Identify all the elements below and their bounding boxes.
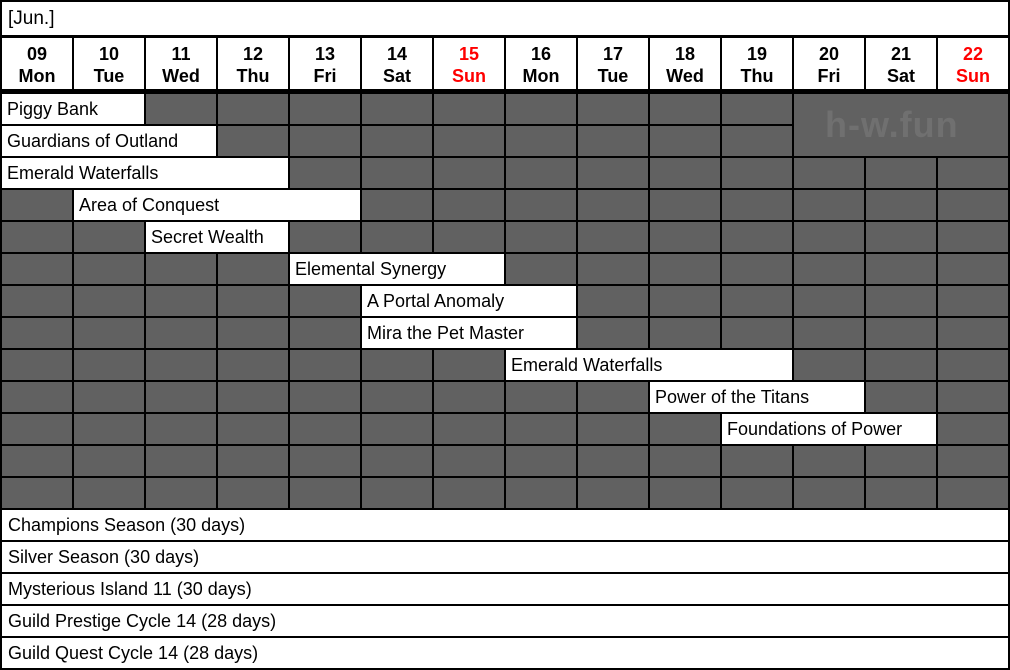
empty-cell [2, 318, 72, 348]
empty-cell [506, 126, 576, 156]
empty-cell [722, 158, 792, 188]
empty-cell [506, 414, 576, 444]
day-of-week: Tue [597, 66, 629, 86]
empty-cell [2, 446, 72, 476]
empty-cell [146, 414, 216, 444]
empty-cell [578, 286, 648, 316]
empty-cell [794, 478, 864, 508]
empty-cell [578, 94, 648, 124]
empty-cell [650, 478, 720, 508]
empty-cell [2, 286, 72, 316]
empty-cell [290, 382, 360, 412]
empty-cell [362, 190, 432, 220]
day-header [938, 38, 1008, 89]
empty-cell [146, 286, 216, 316]
empty-cell [506, 382, 576, 412]
empty-cell [722, 126, 792, 156]
empty-cell [74, 286, 144, 316]
empty-cell [722, 94, 792, 124]
day-header [794, 38, 864, 89]
day-of-week: Sat [382, 66, 411, 86]
day-header [506, 38, 576, 89]
event-bar[interactable]: Mira the Pet Master [362, 318, 576, 348]
day-header [146, 38, 216, 89]
day-of-week: Fri [313, 66, 337, 86]
day-header [434, 38, 504, 89]
empty-cell [146, 478, 216, 508]
event-bar[interactable]: Piggy Bank [2, 94, 144, 124]
empty-cell [938, 414, 1008, 444]
empty-cell [866, 254, 936, 284]
day-number: 22 [962, 44, 984, 64]
event-bar[interactable]: Elemental Synergy [290, 254, 504, 284]
day-header [866, 38, 936, 89]
empty-cell [218, 382, 288, 412]
day-of-week: Thu [740, 66, 774, 86]
season-row[interactable]: Guild Prestige Cycle 14 (28 days) [2, 606, 1008, 636]
day-number: 17 [602, 44, 624, 64]
empty-cell [794, 446, 864, 476]
empty-cell [506, 190, 576, 220]
day-number: 12 [242, 44, 264, 64]
day-number: 19 [746, 44, 768, 64]
day-of-week: Thu [236, 66, 270, 86]
day-number: 13 [314, 44, 336, 64]
empty-cell [74, 254, 144, 284]
empty-cell [146, 382, 216, 412]
day-header [578, 38, 648, 89]
empty-cell [290, 286, 360, 316]
event-bar[interactable]: Emerald Waterfalls [2, 158, 288, 188]
empty-cell [938, 318, 1008, 348]
day-number: 09 [26, 44, 48, 64]
empty-cell [434, 222, 504, 252]
day-of-week: Sun [956, 66, 990, 86]
empty-cell [290, 414, 360, 444]
empty-cell [578, 446, 648, 476]
empty-cell [362, 158, 432, 188]
empty-cell [938, 350, 1008, 380]
empty-cell [866, 222, 936, 252]
empty-cell [794, 222, 864, 252]
day-header [2, 38, 72, 89]
empty-cell [722, 318, 792, 348]
empty-cell [722, 286, 792, 316]
event-bar[interactable]: Emerald Waterfalls [506, 350, 792, 380]
empty-cell [362, 222, 432, 252]
empty-cell [218, 286, 288, 316]
empty-cell [938, 158, 1008, 188]
day-header [362, 38, 432, 89]
empty-cell [650, 318, 720, 348]
watermark: h-w.fun [825, 104, 959, 145]
event-bar[interactable]: Guardians of Outland [2, 126, 216, 156]
day-number: 21 [890, 44, 912, 64]
empty-cell [290, 350, 360, 380]
empty-cell [218, 350, 288, 380]
empty-cell [650, 222, 720, 252]
empty-cell [578, 318, 648, 348]
empty-cell [578, 222, 648, 252]
day-header [74, 38, 144, 89]
empty-cell [866, 318, 936, 348]
empty-cell [578, 414, 648, 444]
empty-cell [938, 382, 1008, 412]
empty-cell [290, 126, 360, 156]
empty-cell [506, 446, 576, 476]
empty-cell [290, 158, 360, 188]
empty-cell [362, 126, 432, 156]
day-number: 11 [171, 44, 191, 64]
day-of-week: Mon [18, 66, 56, 86]
empty-cell [506, 222, 576, 252]
empty-cell [434, 350, 504, 380]
empty-cell [362, 94, 432, 124]
empty-cell [938, 286, 1008, 316]
empty-cell [434, 190, 504, 220]
empty-cell [650, 414, 720, 444]
empty-cell [290, 446, 360, 476]
empty-cell [794, 190, 864, 220]
empty-cell [794, 318, 864, 348]
empty-cell [74, 222, 144, 252]
empty-cell [2, 382, 72, 412]
empty-cell [434, 414, 504, 444]
empty-cell [434, 94, 504, 124]
event-bar[interactable]: Area of Conquest [74, 190, 360, 220]
month-label: [Jun.] [2, 2, 1008, 35]
event-bar[interactable]: Secret Wealth [146, 222, 288, 252]
empty-cell [578, 254, 648, 284]
empty-cell [650, 94, 720, 124]
empty-cell [794, 286, 864, 316]
empty-cell [218, 254, 288, 284]
empty-cell [218, 94, 288, 124]
day-number: 15 [458, 44, 480, 64]
empty-cell [2, 350, 72, 380]
empty-cell [434, 446, 504, 476]
day-of-week: Tue [93, 66, 125, 86]
empty-cell [434, 478, 504, 508]
empty-cell [74, 414, 144, 444]
day-number: 18 [674, 44, 696, 64]
empty-cell [362, 350, 432, 380]
day-of-week: Wed [162, 66, 200, 86]
day-number: 10 [98, 44, 120, 64]
empty-cell [722, 190, 792, 220]
empty-cell [362, 414, 432, 444]
empty-cell [866, 382, 936, 412]
empty-cell [146, 446, 216, 476]
day-of-week: Fri [817, 66, 841, 86]
empty-cell [434, 126, 504, 156]
day-header [218, 38, 288, 89]
empty-cell [146, 318, 216, 348]
season-row[interactable]: Silver Season (30 days) [2, 542, 1008, 572]
day-header [290, 38, 360, 89]
empty-cell [506, 158, 576, 188]
empty-cell [506, 254, 576, 284]
empty-cell [2, 414, 72, 444]
empty-cell [578, 190, 648, 220]
empty-cell [218, 478, 288, 508]
empty-cell [74, 446, 144, 476]
empty-cell [794, 254, 864, 284]
empty-cell [794, 350, 864, 380]
empty-cell [146, 350, 216, 380]
season-row[interactable]: Champions Season (30 days) [2, 510, 1008, 540]
empty-cell [866, 446, 936, 476]
empty-cell [434, 382, 504, 412]
empty-cell [2, 254, 72, 284]
empty-cell [650, 190, 720, 220]
season-row[interactable]: Mysterious Island 11 (30 days) [2, 574, 1008, 604]
empty-cell [650, 254, 720, 284]
empty-cell [938, 446, 1008, 476]
empty-cell [650, 286, 720, 316]
empty-cell [938, 222, 1008, 252]
empty-cell [650, 126, 720, 156]
day-of-week: Sun [452, 66, 486, 86]
day-of-week: Mon [522, 66, 560, 86]
empty-cell [866, 158, 936, 188]
empty-cell [722, 222, 792, 252]
empty-cell [146, 94, 216, 124]
empty-cell [866, 190, 936, 220]
empty-cell [650, 446, 720, 476]
empty-cell [74, 382, 144, 412]
day-number: 16 [530, 44, 552, 64]
empty-cell [362, 446, 432, 476]
empty-cell [218, 126, 288, 156]
empty-cell [290, 478, 360, 508]
empty-cell [722, 478, 792, 508]
empty-cell [938, 190, 1008, 220]
empty-cell [218, 318, 288, 348]
empty-cell [146, 254, 216, 284]
day-number: 20 [818, 44, 840, 64]
day-of-week: Sat [886, 66, 915, 86]
empty-cell [650, 158, 720, 188]
event-bar[interactable]: A Portal Anomaly [362, 286, 576, 316]
empty-cell [578, 478, 648, 508]
empty-cell [866, 286, 936, 316]
event-bar[interactable]: Power of the Titans [650, 382, 864, 412]
empty-cell [362, 382, 432, 412]
empty-cell [506, 94, 576, 124]
event-bar[interactable]: Foundations of Power [722, 414, 936, 444]
empty-cell [2, 190, 72, 220]
empty-cell [362, 478, 432, 508]
empty-cell [74, 478, 144, 508]
day-of-week: Wed [666, 66, 704, 86]
empty-cell [866, 478, 936, 508]
season-row[interactable]: Guild Quest Cycle 14 (28 days) [2, 638, 1008, 668]
empty-cell [722, 446, 792, 476]
empty-cell [722, 254, 792, 284]
empty-cell [794, 158, 864, 188]
day-number: 14 [386, 44, 408, 64]
empty-cell [218, 414, 288, 444]
empty-cell [74, 350, 144, 380]
empty-cell [74, 318, 144, 348]
empty-cell [2, 222, 72, 252]
empty-cell [434, 158, 504, 188]
empty-cell [938, 254, 1008, 284]
empty-cell [290, 94, 360, 124]
empty-cell [290, 318, 360, 348]
empty-cell [218, 446, 288, 476]
empty-cell [290, 222, 360, 252]
empty-cell [866, 350, 936, 380]
empty-cell [506, 478, 576, 508]
empty-cell [578, 158, 648, 188]
empty-cell [578, 382, 648, 412]
day-header [722, 38, 792, 89]
empty-cell [2, 478, 72, 508]
empty-cell [578, 126, 648, 156]
empty-cell [938, 478, 1008, 508]
day-header [650, 38, 720, 89]
